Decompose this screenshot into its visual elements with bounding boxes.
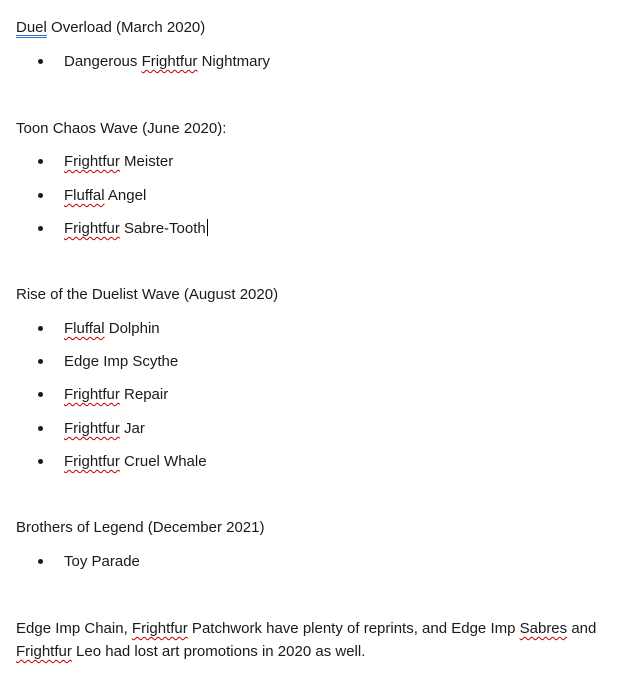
list-item-text: Fluffal Dolphin [64,320,160,337]
text-cursor [207,219,208,236]
spelling-flag: Sabres [519,620,568,637]
spelling-flag: Frightfur [64,153,120,170]
closing-paragraph: Edge Imp Chain, Frightfur Patchwork have plenty of reprints, and Edge Imp Sabres and Frightfur Leo had lost art promotions in 2020 as well. [16,620,597,660]
list-item-text: Frightfur Jar [64,420,145,437]
spelling-flag: Frightfur [64,420,120,437]
spelling-flag: Fluffal [64,320,105,337]
list-item-text: Frightfur Meister [64,153,174,170]
list-item-text: Dangerous Frightfur Nightmary [64,53,270,70]
spelling-flag: Fluffal [64,187,105,204]
section-heading-duel-overload [16,18,205,38]
list-item-text: Edge Imp Scythe [64,353,179,370]
section-heading-brothers-of-legend: Brothers of Legend (December 2021) [16,519,265,536]
spelling-flag: Frightfur [141,53,198,70]
section-heading-toon-chaos: Toon Chaos Wave (June 2020): [16,120,227,137]
spelling-flag: Frightfur [16,643,72,660]
spelling-flag: Frightfur [131,620,188,637]
list-item-text: Fluffal Angel [64,187,147,204]
heading-text: Overload (March 2020) [46,19,206,36]
section-heading-rise-of-duelist: Rise of the Duelist Wave (August 2020) [16,286,279,303]
list-item-text: Frightfur Repair [64,386,169,403]
grammar-flag-duel: Duel [16,19,47,36]
list-item-text: Frightfur Sabre-Tooth [64,220,206,237]
spelling-flag: Frightfur [64,386,120,403]
list-item-text: Frightfur Cruel Whale [64,453,207,470]
spelling-flag: Frightfur [64,220,120,237]
spelling-flag: Frightfur [64,453,120,470]
list-item-text: Toy Parade [64,553,140,570]
